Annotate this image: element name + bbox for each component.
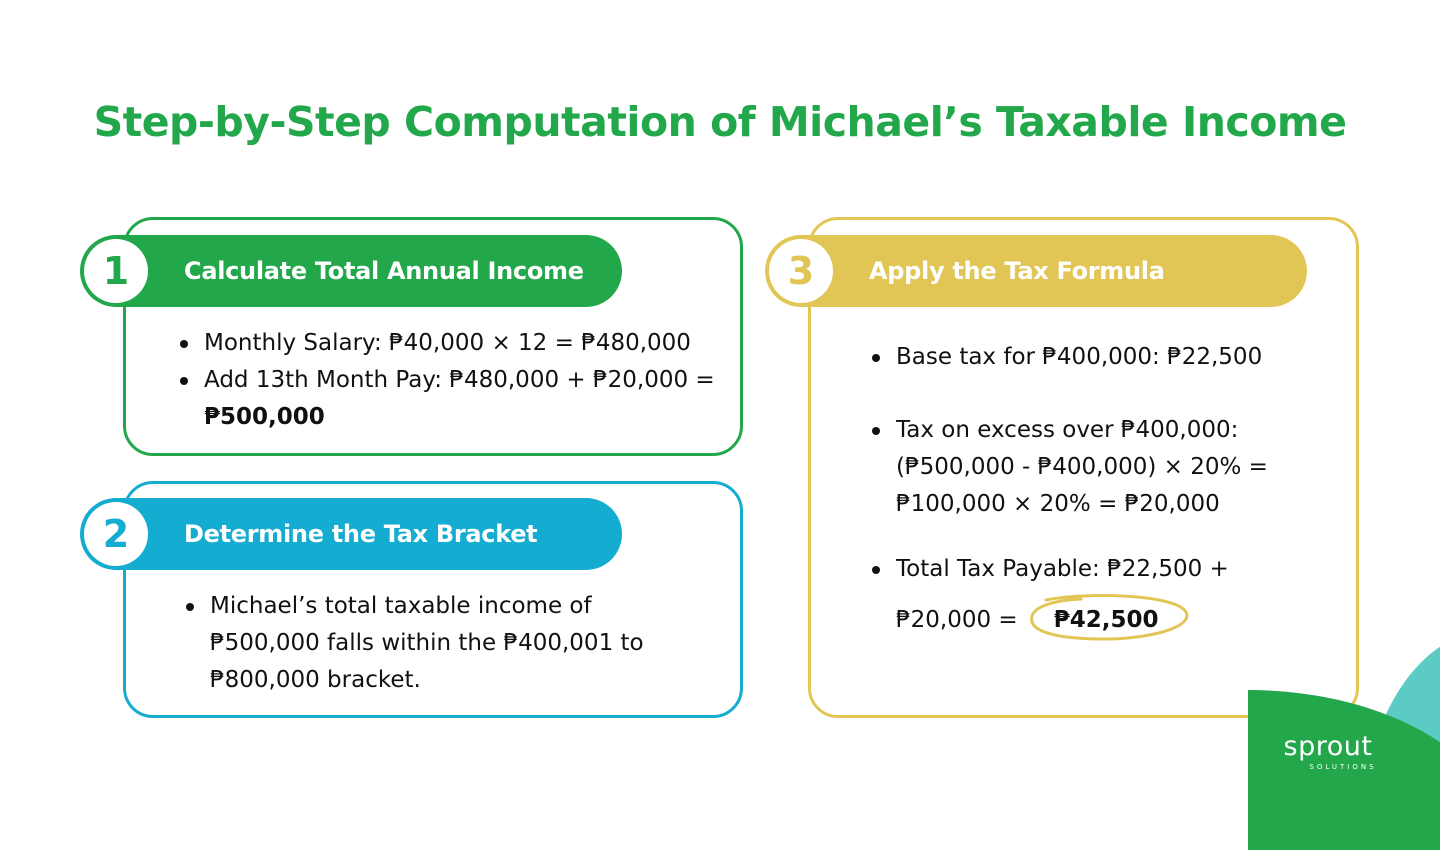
logo-wordmark: sprout <box>1283 731 1373 762</box>
step-3-title: Apply the Tax Formula <box>869 257 1165 285</box>
list-item: Monthly Salary: ₱40,000 × 12 = ₱480,000 <box>180 325 720 362</box>
list-item: Add 13th Month Pay: ₱480,000 + ₱20,000 = ₱500,000 <box>180 362 720 436</box>
list-item: Michael’s total taxable income of ₱500,000 falls within the ₱400,001 to ₱800,000 bracket. <box>186 588 706 699</box>
list-item: Tax on excess over ₱400,000: (₱500,000 - ₱400,000) × 20% = ₱100,000 × 20% = ₱20,000 <box>872 412 1332 523</box>
sprout-logo <box>1262 732 1394 772</box>
list-item: Base tax for ₱400,000: ₱22,500 <box>872 339 1332 376</box>
list-item: Total Tax Payable: ₱22,500 + ₱20,000 = ₱42,500 <box>872 551 1332 639</box>
step-3-header <box>765 235 1307 307</box>
step-1-header <box>80 235 622 307</box>
step-2-header <box>80 498 622 570</box>
step-2-number: 2 <box>84 502 148 566</box>
total-tax-payable: ₱42,500 <box>1054 602 1159 639</box>
total-annual-income: ₱500,000 <box>204 404 325 430</box>
step-1-title: Calculate Total Annual Income <box>184 257 584 285</box>
page-title: Step-by-Step Computation of Michael’s Taxable Income <box>93 98 1347 146</box>
step-3-number: 3 <box>769 239 833 303</box>
step-1-number: 1 <box>84 239 148 303</box>
step-2-title: Determine the Tax Bracket <box>184 520 538 548</box>
step-2-list <box>186 588 706 699</box>
logo-subtitle: SOLUTIONS <box>1309 763 1377 771</box>
final-line: ₱20,000 = ₱42,500 <box>896 602 1332 639</box>
step-3-list <box>872 339 1332 639</box>
step-1-list <box>180 325 720 436</box>
